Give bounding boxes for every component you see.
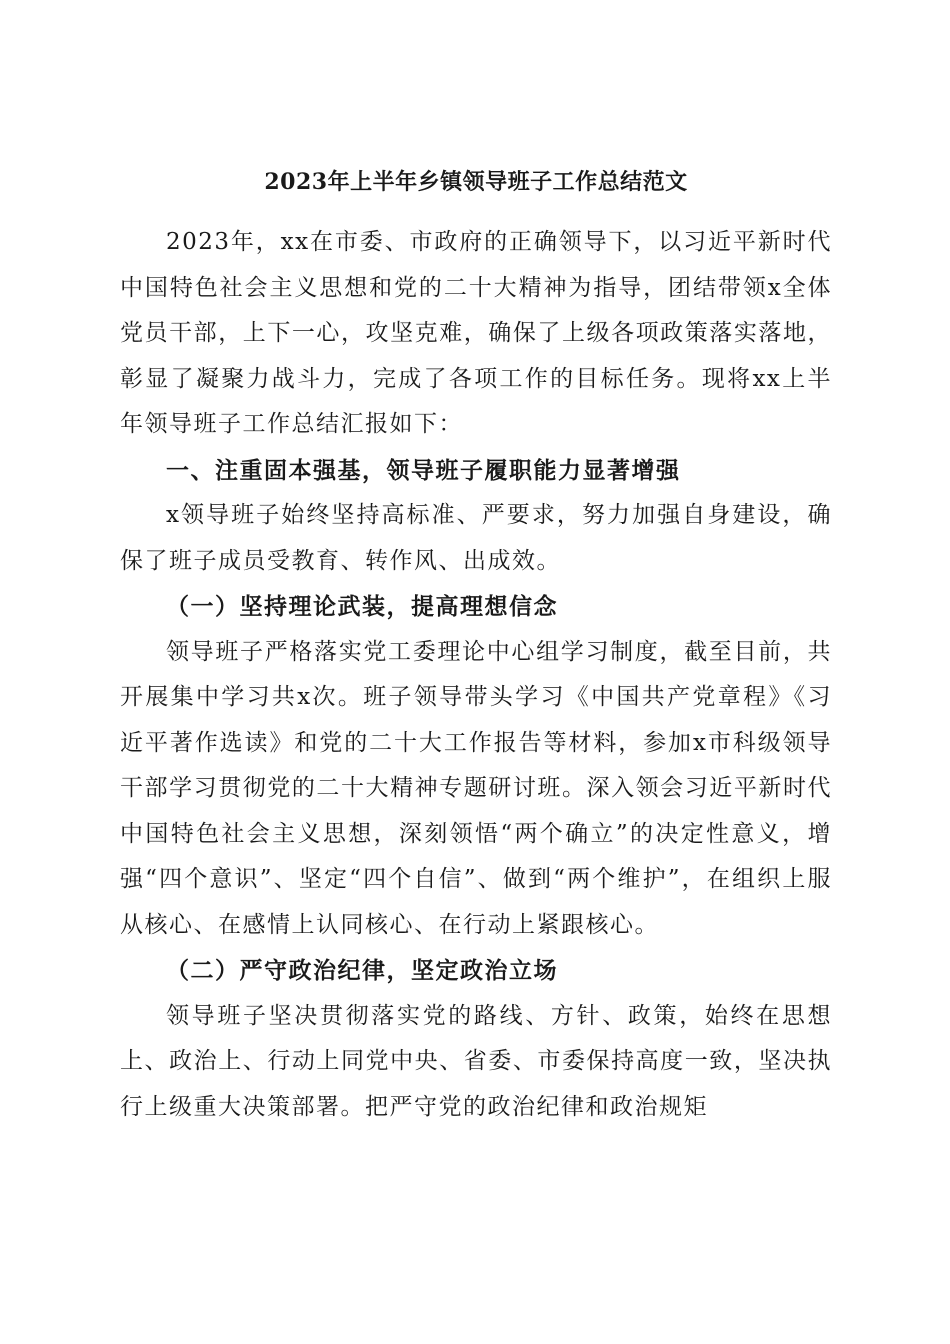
subsection-1-paragraph: 领导班子严格落实党工委理论中心组学习制度，截至目前，共开展集中学习共x次。班子领导带头学习《中国共产党章程》《习近平著作选读》和党的二十大工作报告等材料，参加x市科级领导干部学习贯彻党的二十大精神专题研讨班。深入领会习近平新时代中国特色社会主义思想，深刻领悟“两个确立”的决定性意义，增强“四个意识”、坚定“四个自信”、做到“两个维护”，在组织上服从核心、在感情上认同核心、在行动上紧跟核心。 bbox=[120, 638, 832, 938]
document-title: 2023年上半年乡镇领导班子工作总结范文 bbox=[264, 169, 688, 195]
subsection-heading-1: （一）坚持理论武装，提高理想信念 bbox=[166, 593, 558, 620]
document-body bbox=[120, 162, 832, 1130]
section-heading-1: 一、注重固本强基，领导班子履职能力显著增强 bbox=[166, 456, 681, 484]
section-1-intro-paragraph: x领导班子始终坚持高标准、严要求，努力加强自身建设，确保了班子成员受教育、转作风、出成效。 bbox=[120, 502, 832, 574]
intro-paragraph: 2023年，xx在市委、市政府的正确领导下，以习近平新时代中国特色社会主义思想和党的二十大精神为指导，团结带领x全体党员干部，上下一心，攻坚克难，确保了上级各项政策落实落地，彰显了凝聚力战斗力，完成了各项工作的目标任务。现将xx上半年领导班子工作总结汇报如下： bbox=[120, 229, 832, 437]
subsection-2-paragraph: 领导班子坚决贯彻落实党的路线、方针、政策，始终在思想上、政治上、行动上同党中央、省委、市委保持高度一致，坚决执行上级重大决策部署。把严守党的政治纪律和政治规矩 bbox=[120, 1002, 832, 1120]
subsection-heading-2: （二）严守政治纪律，坚定政治立场 bbox=[166, 957, 558, 984]
